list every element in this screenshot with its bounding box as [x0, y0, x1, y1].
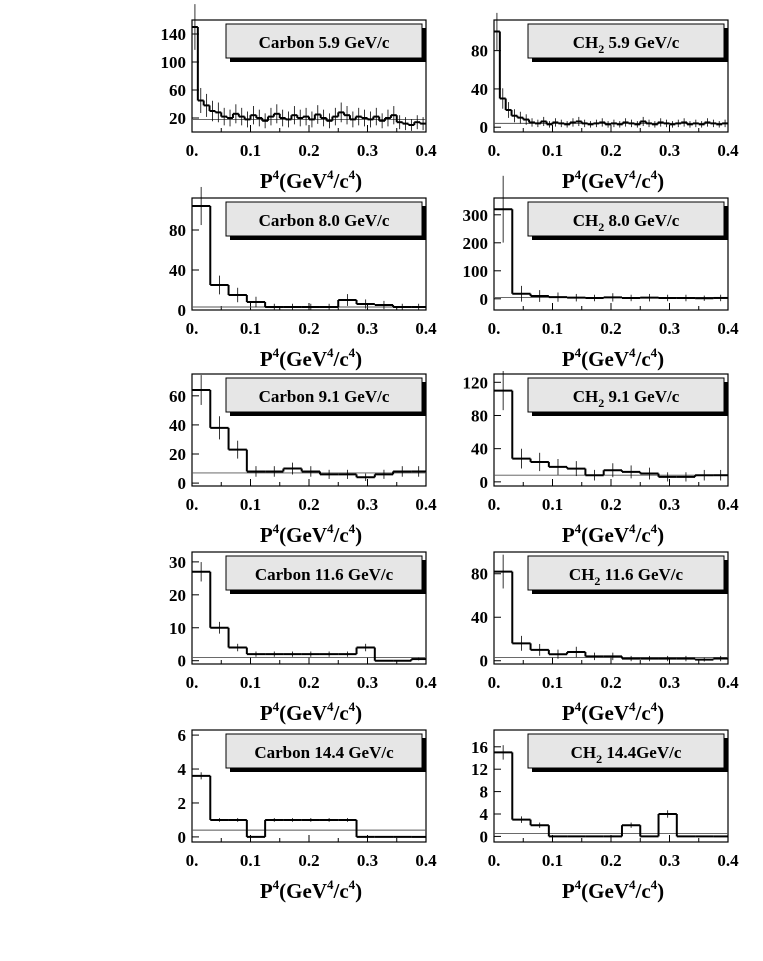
y-tick-label: 10: [169, 618, 186, 638]
y-tick-label: 0: [177, 651, 186, 671]
y-tick-label: 0: [177, 827, 186, 847]
y-tick-label: 0: [177, 301, 186, 320]
y-tick-label: 40: [169, 261, 186, 280]
panel-title: Carbon 11.6 GeV/c: [254, 565, 394, 584]
y-tick-label: 80: [169, 221, 186, 240]
x-tick-label: 0.1: [541, 141, 564, 160]
x-tick-label: 0.3: [658, 319, 681, 338]
panel-title: Carbon 5.9 GeV/c: [258, 33, 390, 52]
x-tick-label: 0.: [185, 673, 199, 692]
y-tick-label: 60: [169, 386, 186, 406]
y-tick-label: 0: [479, 472, 488, 492]
x-axis-title: $P^4(GeV^4/c^4)$: [561, 521, 665, 547]
x-tick-label: 0.: [185, 141, 199, 160]
x-axis-title: $P^4(GeV^4/c^4)$: [259, 699, 363, 725]
x-tick-label: 0.3: [356, 141, 379, 160]
x-tick-label: 0.: [487, 495, 501, 514]
x-tick-label: 0.1: [239, 319, 262, 338]
x-tick-label: 0.3: [356, 673, 379, 692]
y-tick-label: 4: [479, 805, 488, 824]
y-tick-label: 4: [177, 760, 186, 780]
x-tick-label: 0.: [487, 319, 501, 338]
x-tick-label: 0.4: [717, 673, 739, 692]
x-axis-title: $P^4(GeV^4/c^4)$: [561, 877, 665, 903]
y-tick-label: 60: [169, 81, 186, 100]
x-tick-label: 0.1: [541, 673, 564, 692]
y-tick-label: 40: [471, 79, 488, 99]
x-tick-label: 0.1: [239, 851, 262, 870]
x-tick-label: 0.2: [298, 495, 320, 514]
x-tick-label: 0.: [487, 851, 501, 870]
x-tick-label: 0.4: [415, 141, 437, 160]
panel-title: Carbon 14.4 GeV/c: [254, 743, 394, 762]
x-tick-label: 0.1: [239, 673, 262, 692]
x-tick-label: 0.3: [658, 673, 681, 692]
chart-panel-7: [169, 552, 437, 725]
x-axis-title: $P^4(GeV^4/c^4)$: [561, 345, 665, 371]
x-tick-label: 0.3: [356, 495, 379, 514]
panel-title: $CH_2$ 9.1 GeV/c: [572, 387, 680, 410]
y-tick-label: 0: [479, 289, 488, 309]
x-tick-label: 0.3: [356, 851, 379, 870]
x-tick-label: 0.2: [298, 141, 320, 160]
x-tick-label: 0.4: [717, 495, 739, 514]
x-tick-label: 0.4: [717, 319, 739, 338]
x-axis-title: $P^4(GeV^4/c^4)$: [561, 167, 665, 193]
panel-title: $CH_2$ 8.0 GeV/c: [572, 211, 680, 234]
panel-title: Carbon 9.1 GeV/c: [258, 387, 390, 406]
x-tick-label: 0.4: [415, 495, 437, 514]
y-tick-label: 20: [169, 585, 186, 605]
chart-panel-9: [178, 726, 438, 903]
chart-panel-6: [463, 371, 740, 547]
x-tick-label: 0.2: [600, 673, 622, 692]
x-tick-label: 0.2: [298, 673, 320, 692]
x-axis-title: $P^4(GeV^4/c^4)$: [259, 877, 363, 903]
y-tick-label: 2: [177, 793, 186, 813]
y-tick-label: 200: [462, 233, 488, 253]
x-tick-label: 0.4: [415, 851, 437, 870]
x-axis-title: $P^4(GeV^4/c^4)$: [561, 699, 665, 725]
y-tick-label: 80: [471, 41, 488, 61]
x-axis-title: $P^4(GeV^4/c^4)$: [259, 345, 363, 371]
x-tick-label: 0.2: [298, 851, 320, 870]
panel-title: Carbon 8.0 GeV/c: [258, 211, 390, 230]
x-tick-label: 0.: [185, 851, 199, 870]
y-tick-label: 12: [471, 760, 488, 780]
y-tick-label: 0: [177, 474, 186, 494]
chart-panel-5: [169, 374, 437, 547]
y-tick-label: 140: [160, 25, 186, 44]
y-tick-label: 20: [169, 445, 186, 464]
y-tick-label: 30: [169, 552, 186, 572]
x-tick-label: 0.4: [415, 673, 437, 692]
y-tick-label: 0: [479, 827, 488, 847]
x-tick-label: 0.: [487, 141, 501, 160]
x-tick-label: 0.1: [541, 319, 564, 338]
x-tick-label: 0.1: [239, 495, 262, 514]
x-tick-label: 0.2: [600, 141, 622, 160]
x-tick-label: 0.2: [600, 319, 622, 338]
chart-panel-2: [471, 13, 739, 193]
x-tick-label: 0.3: [356, 319, 379, 338]
y-tick-label: 6: [177, 726, 186, 746]
chart-panel-3: [169, 187, 437, 371]
x-tick-label: 0.: [185, 495, 199, 514]
x-axis-title: $P^4(GeV^4/c^4)$: [259, 167, 363, 193]
chart-panel-4: [463, 176, 740, 371]
y-tick-label: 300: [462, 205, 488, 225]
y-tick-label: 40: [471, 439, 488, 459]
x-tick-label: 0.2: [600, 495, 622, 514]
y-tick-label: 120: [462, 373, 488, 393]
x-tick-label: 0.1: [541, 495, 564, 514]
x-tick-label: 0.: [185, 319, 199, 338]
y-tick-label: 16: [471, 737, 488, 757]
y-tick-label: 40: [471, 608, 488, 628]
x-tick-label: 0.1: [239, 141, 262, 160]
x-tick-label: 0.4: [717, 851, 739, 870]
x-tick-label: 0.2: [298, 319, 320, 338]
y-tick-label: 8: [479, 782, 488, 802]
panel-title: $CH_2$ 14.4GeV/c: [570, 743, 682, 766]
chart-panel-1: [161, 4, 438, 193]
x-tick-label: 0.3: [658, 851, 681, 870]
y-tick-label: 80: [471, 564, 488, 584]
chart-panel-8: [471, 552, 739, 725]
x-tick-label: 0.4: [415, 319, 437, 338]
panel-title: $CH_2$ 5.9 GeV/c: [572, 33, 680, 56]
x-axis-title: $P^4(GeV^4/c^4)$: [259, 521, 363, 547]
y-tick-label: 40: [169, 415, 186, 435]
x-tick-label: 0.1: [541, 851, 564, 870]
panel-title: $CH_2$ 11.6 GeV/c: [568, 565, 684, 588]
x-tick-label: 0.2: [600, 851, 622, 870]
y-tick-label: 80: [471, 406, 488, 426]
x-tick-label: 0.4: [717, 141, 739, 160]
y-tick-label: 100: [160, 53, 186, 72]
y-tick-label: 100: [462, 261, 488, 281]
x-tick-label: 0.3: [658, 495, 681, 514]
x-tick-label: 0.: [487, 673, 501, 692]
y-tick-label: 0: [479, 118, 488, 138]
x-tick-label: 0.3: [658, 141, 681, 160]
y-tick-label: 0: [479, 651, 488, 671]
chart-panel-10: [471, 730, 739, 903]
y-tick-label: 20: [169, 109, 186, 128]
